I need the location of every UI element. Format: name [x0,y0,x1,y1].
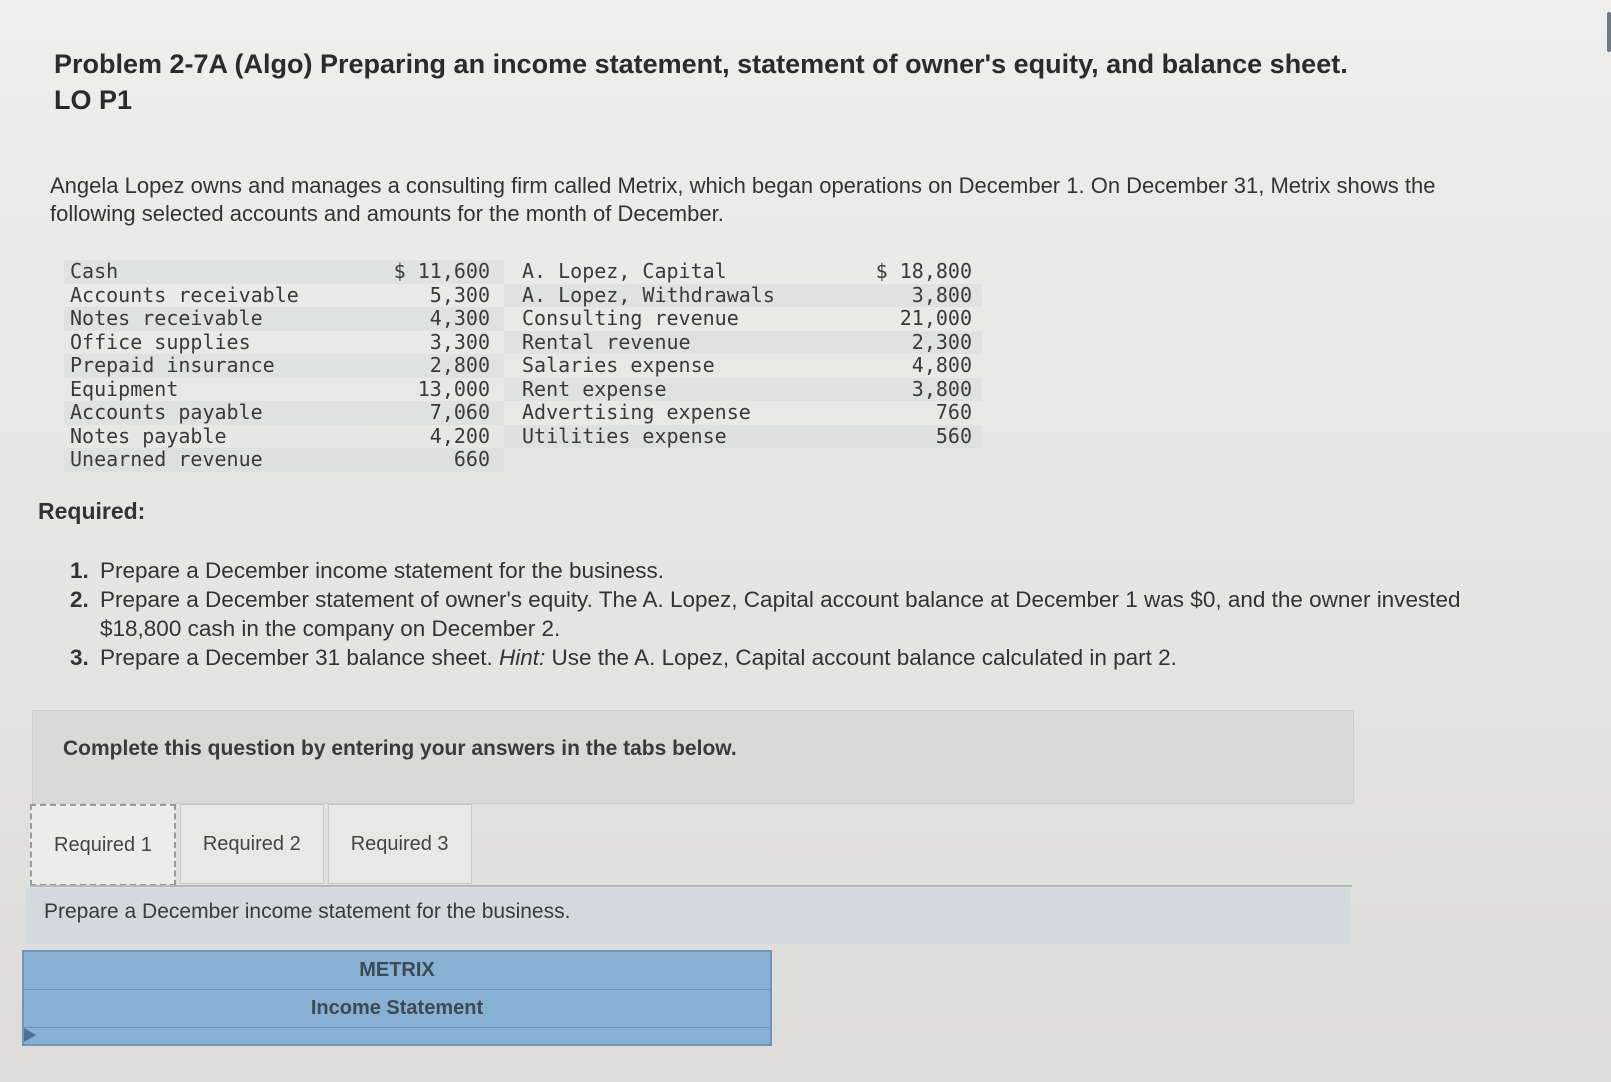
account-amount: 4,800 [911,353,972,377]
account-name: A. Lopez, Capital [522,259,727,283]
required-item [70,556,1490,585]
scrollbar-thumb[interactable] [1607,12,1611,52]
account-amount: 21,000 [899,306,972,330]
problem-title-line1: Problem 2-7A (Algo) Preparing an income statement, statement of owner's equity, and balance sheet. [54,49,1348,79]
account-name: Office supplies [70,329,251,354]
account-amount: $ 11,600 [340,260,504,284]
account-amount: 2,800 [340,354,504,378]
account-name: Salaries expense [522,353,715,377]
account-name: Rent expense [504,378,822,402]
account-row [64,378,984,402]
account-name: Consulting revenue [522,306,739,330]
account-amount: 4,200 [429,423,490,448]
required-heading: Required: [38,498,146,524]
account-name: Cash [64,260,340,284]
account-name: Unearned revenue [64,448,340,472]
account-amount: 760 [935,400,972,424]
statement-company-name: METRIX [24,952,770,990]
account-row [64,331,984,355]
account-amount: 3,800 [822,378,982,402]
required-item-number: 2. [70,587,89,612]
account-table [64,260,984,472]
account-name: Notes receivable [64,307,340,331]
account-row [64,284,984,308]
required-item [70,643,1490,672]
account-name: Rental revenue [504,331,822,355]
row-pointer-icon [24,1028,36,1042]
account-amount: 560 [822,425,982,449]
answer-tabs [30,804,476,886]
required-item-number: 1. [70,558,89,583]
account-row [64,307,984,331]
instructions-box [32,710,1354,804]
required-list [70,556,1490,672]
account-amount: 3,800 [822,284,982,308]
hint-label: Hint: [499,645,546,670]
required-item-text: Prepare a December statement of owner's equity. The A. Lopez, Capital account balance at December 1 was $0, and the owner invested $18,800 cash in the company on December 2. [100,587,1461,641]
statement-title: Income Statement [24,990,770,1028]
problem-title [54,46,1514,118]
account-amount: 13,000 [417,376,490,401]
account-name: Accounts payable [64,401,340,425]
account-row [64,354,984,378]
problem-intro: Angela Lopez owns and manages a consulting firm called Metrix, which began operations on December 1. On December 31, Metrix shows the following selected accounts and amounts for the month of December. [50,173,1436,226]
income-statement-header [22,950,772,1046]
tab-divider [30,885,1352,887]
tab-required-2[interactable]: Required 2 [180,804,324,884]
account-name: A. Lopez, Withdrawals [504,284,822,308]
account-row [64,425,984,449]
tab-instruction-bar [26,888,1350,944]
account-name: Advertising expense [522,400,751,424]
tab-required-1[interactable]: Required 1 [30,804,176,886]
account-amount: $ 18,800 [875,259,972,283]
account-amount-empty [822,448,982,472]
account-amount: 5,300 [429,282,490,307]
problem-title-line2: LO P1 [54,85,133,115]
account-amount: 2,300 [822,331,982,355]
account-amount: 4,300 [340,307,504,331]
account-name: Prepaid insurance [64,354,340,378]
account-name: Equipment [70,376,179,401]
tab-required-3[interactable]: Required 3 [328,804,472,884]
account-name: Utilities expense [504,425,822,449]
required-item-number: 3. [70,645,89,670]
instructions-text: Complete this question by entering your answers in the tabs below. [63,737,737,760]
required-item-text: Prepare a December income statement for the business. [100,558,665,583]
account-row [64,448,984,472]
account-row [64,401,984,425]
required-item [70,585,1490,643]
account-name-empty [504,448,822,472]
account-name: Accounts receivable [70,282,299,307]
account-name: Notes payable [70,423,227,448]
tab-instruction-text: Prepare a December income statement for the business. [44,900,571,923]
required-item-text: Use the A. Lopez, Capital account balance calculated in part 2. [545,645,1177,670]
account-amount: 660 [340,448,504,472]
account-amount: 3,300 [429,329,490,354]
account-row [64,260,984,284]
account-amount: 7,060 [340,401,504,425]
required-item-text: Prepare a December 31 balance sheet. [100,645,499,670]
